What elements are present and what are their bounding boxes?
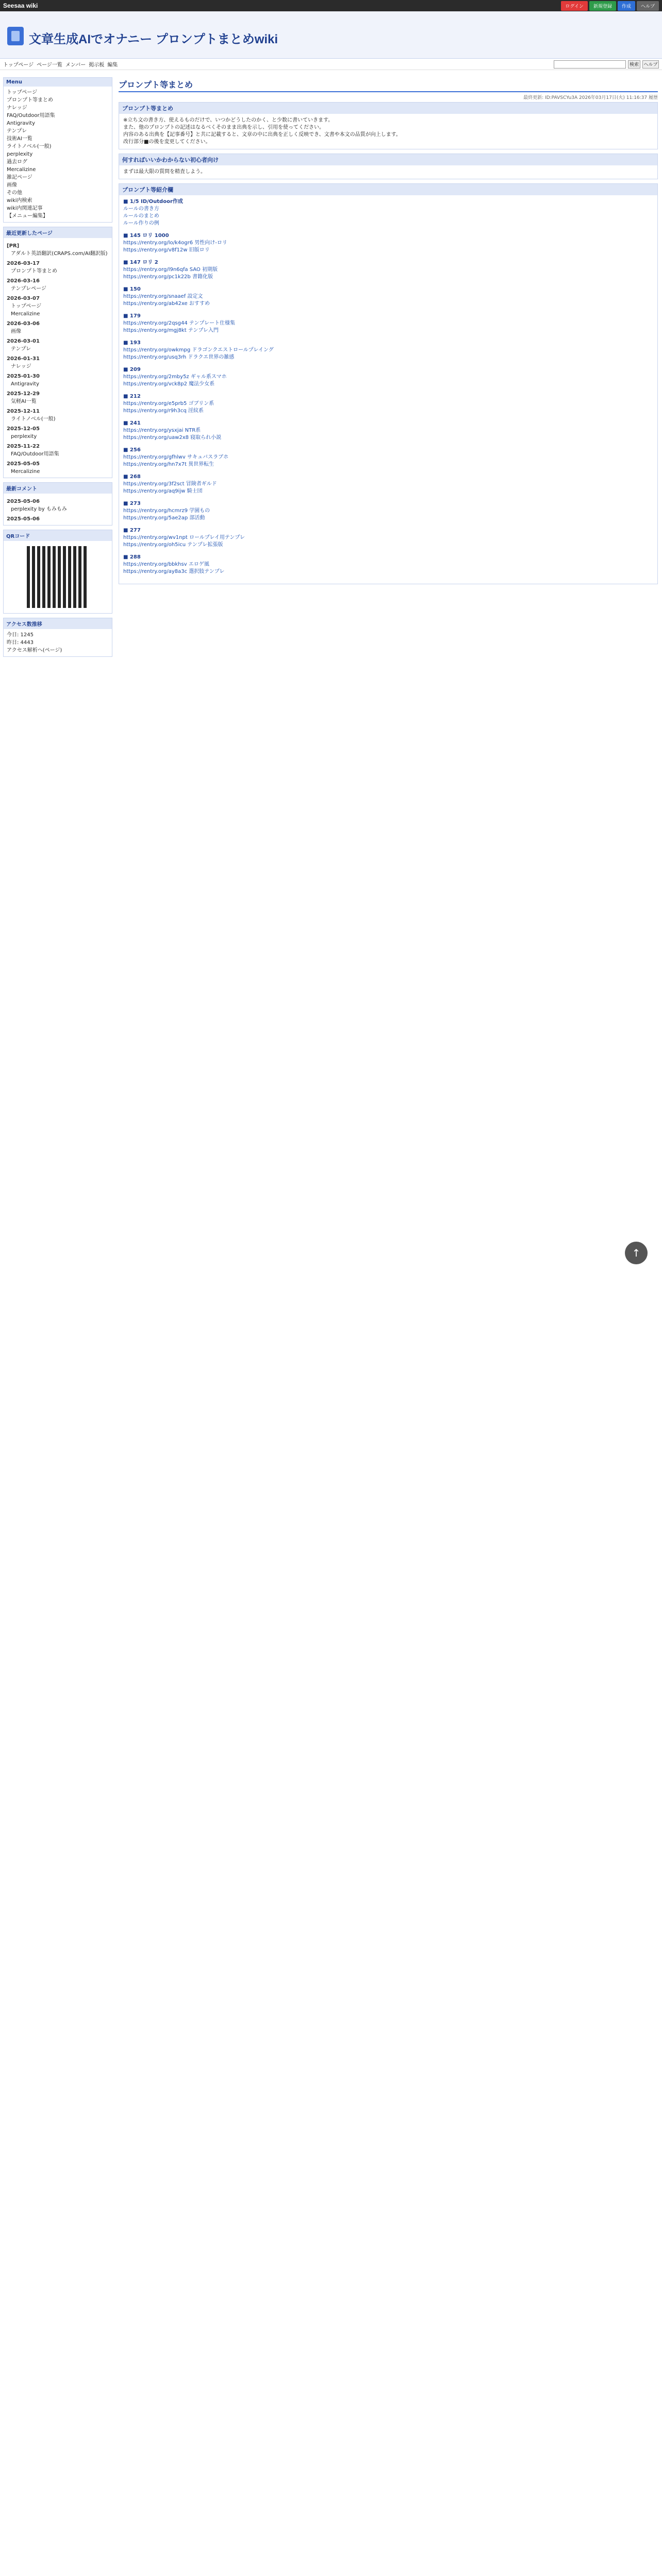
prompt-entry [123,313,653,334]
entry-link[interactable]: https://rentry.org/usq3rh ドラクエ世界の雑感 [123,354,235,360]
prompt-entry [123,198,653,227]
recent-page-link[interactable]: perplexity [11,434,37,439]
entry-link[interactable]: https://rentry.org/2qsg44 テンプレート仕様集 [123,320,235,326]
recent-page-link[interactable]: ライトノベル(一般) [11,416,56,422]
entry-link[interactable]: https://rentry.org/vck8p2 魔法少女系 [123,381,215,387]
page-meta: 最終更新: ID:PAVSCYu3A 2026年03月17日(火) 11:16:37 履歴 [523,95,658,100]
prompt-entry [123,473,653,495]
recent-date: 2026-03-16 [7,278,40,284]
menu-item[interactable]: FAQ/Outdoor用語集 [7,113,55,118]
recent-date: [PR] [7,243,20,249]
qr-title: QRコード [4,530,112,541]
entry-link[interactable]: https://rentry.org/r9h3cq 淫紋系 [123,408,204,414]
recent-date: 2026-03-17 [7,261,40,266]
menu-item[interactable]: テンプレ [7,128,27,134]
entry-link[interactable]: https://rentry.org/3f2sct 冒険者ギルド [123,481,217,487]
entry-link[interactable]: ルールのまとめ [123,213,159,219]
page-title: プロンプト等まとめ [119,77,658,92]
menu-item[interactable]: トップページ [7,90,38,95]
recent-page-link[interactable]: Antigravity [11,381,39,387]
nav-item-board[interactable]: 掲示板 [89,62,105,68]
entry-link[interactable]: https://rentry.org/wv1npt ロールプレイ用テンプレ [123,535,245,540]
recent-page-link[interactable]: テンプレ [11,346,31,352]
prompt-entry [123,500,653,522]
entry-link[interactable]: https://rentry.org/2mby5z ギャル系スマホ [123,374,227,380]
prompt-entries [119,195,657,584]
scroll-top-button[interactable]: ↑ [625,1242,648,1264]
access-analysis-link[interactable]: アクセス解析へ(ページ) [7,648,62,653]
recent-date: 2025-11-22 [7,444,40,449]
comment-link[interactable]: perplexity by もみもみ [11,506,67,512]
menu-item[interactable]: その他 [7,190,22,196]
access-today: 今日: 1245 [7,632,34,638]
intro-line: 改行部分■の後を変更してください。 [123,139,211,145]
intro-line: また、他のプロンプトの記述はなるべくそのまま出典を示し、引用を使ってください。 [123,125,324,130]
menu-item[interactable]: ライトノベル(一般) [7,144,52,149]
recent-page-link[interactable]: Mercalizine [11,311,40,317]
beginner-title: 何すればいいかわからない初心者向け [119,154,657,165]
recent-page-link[interactable]: 画像 [11,329,21,334]
intro-section [119,102,658,149]
prompt-entry [123,554,653,575]
entry-link[interactable]: https://rentry.org/l9n6qfa SAO 初期版 [123,267,218,273]
menu-item[interactable]: 技術AI一覧 [7,136,32,142]
prompt-entry [123,366,653,388]
recent-page-link[interactable]: トップページ [11,303,42,309]
recent-page-link[interactable]: 気軽AI一覧 [11,399,37,404]
brand-logo[interactable]: Seesaa wiki [3,2,38,9]
entry-link[interactable]: https://rentry.org/pc1k22b 書籍化版 [123,274,213,280]
intro-line: 内容のある出典を【記事番号】と共に記載すると、文章の中に出典を正しく反映でき、文書や本文の品質が向上します。 [123,132,401,138]
search-input[interactable] [554,60,626,69]
menu-item[interactable]: wiki内関連記事 [7,206,43,211]
recent-date: 2025-12-29 [7,391,40,397]
menu-item[interactable]: wiki内検索 [7,198,32,204]
recent-date: 2026-03-06 [7,321,40,327]
search-button[interactable]: 検索 [628,60,640,69]
recent-page-link[interactable]: FAQ/Outdoor用語集 [11,451,59,457]
recent-box [3,227,112,478]
menu-box [3,77,112,223]
recent-date: 2026-03-01 [7,338,40,344]
menu-item[interactable]: perplexity [7,151,33,157]
recent-page-link[interactable]: テンプレページ [11,286,46,292]
menu-item[interactable]: Antigravity [7,121,35,126]
prompt-entry [123,393,653,415]
create-button[interactable]: 作成 [618,1,635,11]
entry-category: ■ 209 [123,367,141,372]
main-content [119,77,658,588]
site-header [0,11,662,59]
prompt-entry [123,420,653,442]
entry-category: ■ 1/5 ID/Outdoor作成 [123,199,183,205]
entry-link[interactable]: https://rentry.org/ay8a3c 選択肢テンプレ [123,569,225,574]
prompt-entry [123,232,653,254]
qr-box [3,530,112,614]
entry-link[interactable]: ルールの書き方 [123,206,159,212]
entry-link[interactable]: https://rentry.org/lo/k4ogr6 男性向け-ロリ [123,240,227,246]
search-help-button[interactable]: ヘルプ [642,60,659,69]
menu-item[interactable]: 画像 [7,182,17,188]
entry-category: ■ 147 ロリ 2 [123,260,158,265]
prompt-list-title: プロンプト等紹介欄 [119,184,657,195]
entry-category: ■ 212 [123,394,141,399]
help-button[interactable]: ヘルプ [637,1,659,11]
nav-item-members[interactable]: メンバー [65,62,86,68]
register-button[interactable]: 新規登録 [589,1,616,11]
entry-category: ■ 273 [123,501,141,506]
comment-date: 2025-05-06 [7,499,40,504]
recent-page-link[interactable]: ナレッジ [11,364,31,369]
recent-date: 2025-05-05 [7,461,40,467]
entry-category: ■ 277 [123,528,141,533]
entry-link[interactable]: https://rentry.org/snaaef 設定文 [123,294,203,299]
menu-title: Menu [4,78,112,87]
comment-box [3,482,112,526]
prompt-entry [123,259,653,281]
access-title: アクセス数推移 [4,618,112,629]
entry-category: ■ 179 [123,313,141,319]
menu-item[interactable]: 過去ログ [7,159,27,165]
menu-item[interactable]: Mercalizine [7,167,36,173]
login-button[interactable]: ログイン [561,1,588,11]
prompt-entry [123,340,653,361]
prompt-entry [123,447,653,468]
intro-title: プロンプト等まとめ [119,103,657,114]
sidebar [3,77,112,661]
recent-date: 2026-01-31 [7,356,40,362]
entry-link[interactable]: https://rentry.org/owkmpg ドラゴンクエストロールプレイング [123,347,274,353]
entry-category: ■ 268 [123,474,141,480]
beginner-text: まずは最大限の質問を精査しよう。 [123,169,206,175]
entry-category: ■ 256 [123,447,141,453]
entry-link[interactable]: https://rentry.org/bbkhsv エロゲ風 [123,562,209,567]
recent-date: 2025-01-30 [7,374,40,379]
nav-item-edit[interactable]: 編集 [107,62,118,68]
recent-list [4,238,112,478]
prompt-list-section [119,183,658,584]
entry-link[interactable]: https://rentry.org/aq9ijw 騎士団 [123,488,203,494]
entry-link[interactable]: https://rentry.org/e5prb5 ゴブリン系 [123,401,214,406]
beginner-section [119,154,658,179]
entry-link[interactable]: ルール作りの例 [123,221,159,226]
puzzle-logo-icon[interactable] [7,27,24,45]
entry-category: ■ 193 [123,340,141,346]
comment-list [4,494,112,525]
prompt-entry [123,286,653,308]
entry-link[interactable]: https://rentry.org/ab42xe おすすめ [123,301,210,307]
comment-date: 2025-05-06 [7,516,40,522]
qr-code-icon [27,546,89,608]
entry-link[interactable]: https://rentry.org/uaw2x8 寝取られ小説 [123,435,222,440]
entry-link[interactable]: https://rentry.org/oh5icu テンプレ拡張版 [123,542,223,548]
comment-title: 最新コメント [4,483,112,494]
nav-item-top[interactable]: トップページ [3,62,34,68]
recent-date: 2025-12-05 [7,426,40,432]
recent-page-link[interactable]: Mercalizine [11,469,40,474]
entry-link[interactable]: https://rentry.org/hcmrz9 学園もの [123,508,210,514]
recent-date: 2026-03-07 [7,296,40,301]
entry-link[interactable]: https://rentry.org/ysxjai NTR系 [123,428,201,433]
site-title[interactable]: 文章生成AIでオナニー プロンプトまとめwiki [29,32,278,46]
recent-date: 2025-12-11 [7,409,40,414]
access-box [3,618,112,657]
top-bar [0,0,662,11]
menu-edit-link[interactable]: 【メニュー編集】 [7,213,48,219]
entry-link[interactable]: https://rentry.org/mgj8kt テンプレ入門 [123,328,219,333]
menu-item[interactable]: ナレッジ [7,105,27,111]
recent-title: 最近更新したページ [4,227,112,238]
entry-category: ■ 241 [123,420,141,426]
intro-line: ※立ち文の書き方、使えるものだけで、いつかどうしたのかく、と少数に書いていきます。 [123,117,334,123]
entry-category: ■ 150 [123,286,141,292]
menu-list [4,87,112,222]
nav-item-pages[interactable]: ページ一覧 [37,62,62,68]
entry-category: ■ 145 ロリ 1000 [123,233,169,239]
entry-link[interactable]: https://rentry.org/v8f12w 旧版ロリ [123,247,210,253]
entry-link[interactable]: https://rentry.org/hn7x7t 異世界転生 [123,462,214,467]
recent-page-link[interactable]: プロンプト等まとめ [11,268,57,274]
menu-item[interactable]: 雑記ページ [7,175,32,180]
recent-page-link[interactable]: アダルト英語翻訳(CRAPS.com/AI翻訳版) [11,251,108,257]
prompt-entry [123,527,653,549]
entry-link[interactable]: https://rentry.org/5ae2ap 部活動 [123,515,205,521]
entry-category: ■ 288 [123,554,141,560]
access-yesterday: 昨日: 4443 [7,640,34,646]
entry-link[interactable]: https://rentry.org/gfhlwv サキュバスラブホ [123,454,228,460]
menu-item[interactable]: プロンプト等まとめ [7,97,53,103]
